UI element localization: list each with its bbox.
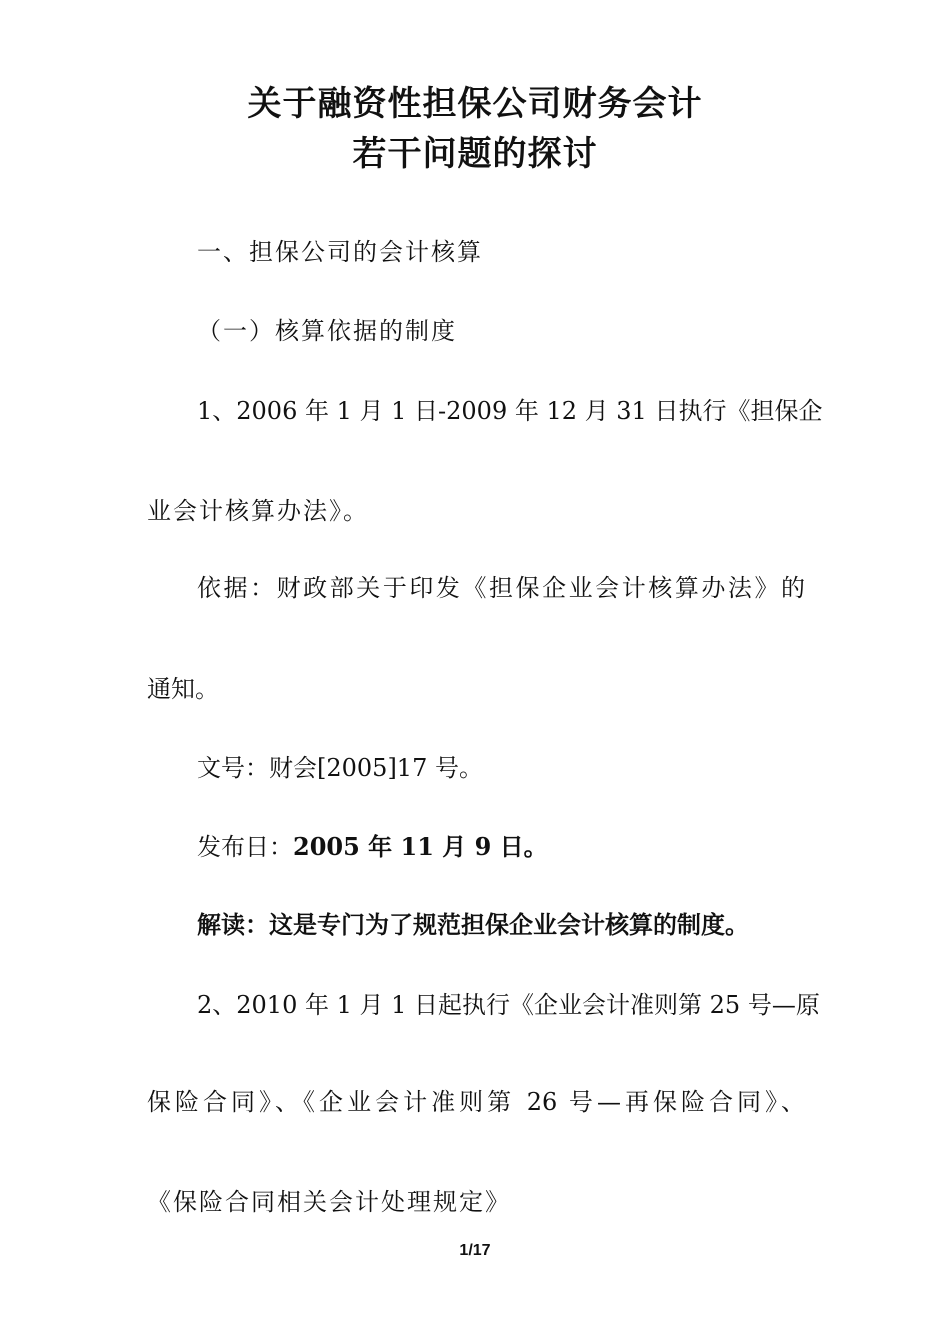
section-heading: 一、担保公司的会计核算 <box>197 238 483 266</box>
paragraph-line: 1、2006 年 1 月 1 日-2009 年 12 月 31 日执行《担保企 <box>197 397 823 425</box>
page-separator: / <box>468 1242 473 1259</box>
document-number: 文号：财会[2005]17 号。 <box>197 754 483 782</box>
document-title-line2: 若干问题的探讨 <box>352 134 598 174</box>
paragraph-line: 2、2010 年 1 月 1 日起执行《企业会计准则第 25 号—原 <box>197 991 820 1019</box>
paragraph-line: 《保险合同相关会计处理规定》 <box>147 1188 511 1216</box>
release-date-value: 2005 年 11 月 9 日。 <box>293 832 548 861</box>
total-pages: 17 <box>472 1242 491 1259</box>
paragraph-line: 保险合同》、《企业会计准则第 26 号—再保险合同》、 <box>147 1088 805 1116</box>
document-title-line1: 关于融资性担保公司财务会计 <box>247 84 703 124</box>
paragraph-line: 依据：财政部关于印发《担保企业会计核算办法》的 <box>197 574 805 602</box>
subsection-heading: （一）核算依据的制度 <box>197 317 457 345</box>
release-date-label: 发布日： <box>197 833 293 861</box>
current-page: 1 <box>459 1242 469 1259</box>
page-number <box>0 1242 950 1260</box>
interpretation: 解读：这是专门为了规范担保企业会计核算的制度。 <box>197 910 749 939</box>
paragraph-line: 通知。 <box>147 675 219 703</box>
release-date <box>197 827 548 862</box>
paragraph-line: 业会计核算办法》。 <box>147 497 369 525</box>
